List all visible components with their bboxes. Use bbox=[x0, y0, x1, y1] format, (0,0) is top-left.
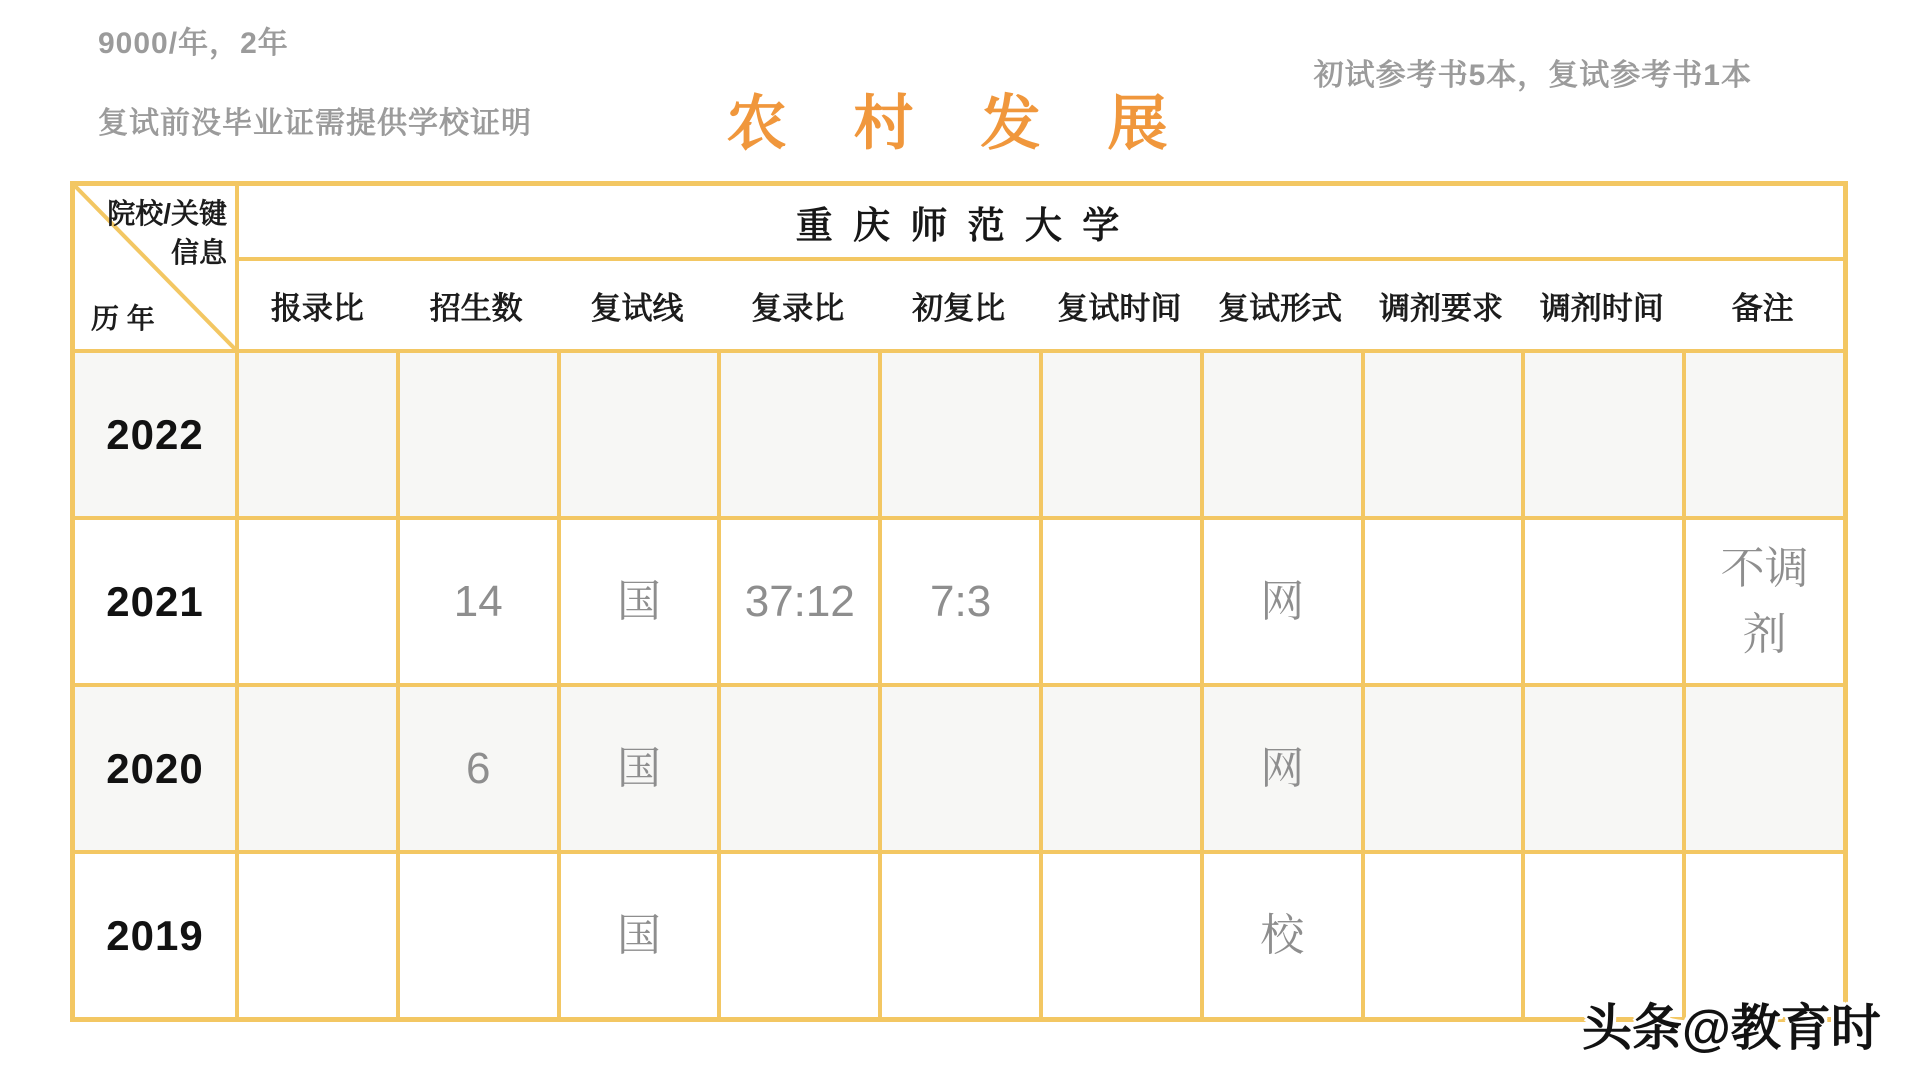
col-header: 复试线 bbox=[557, 257, 718, 349]
col-header: 备注 bbox=[1682, 257, 1843, 349]
table-cell bbox=[1361, 349, 1522, 516]
table-cell bbox=[1361, 850, 1522, 1017]
table-cell bbox=[235, 516, 396, 683]
table-cell bbox=[396, 850, 557, 1017]
table-cell bbox=[1200, 349, 1361, 516]
col-header: 报录比 bbox=[235, 257, 396, 349]
table-cell: 国 bbox=[557, 850, 718, 1017]
corner-label-line1: 院校/关键 bbox=[107, 198, 227, 229]
table-cell bbox=[1039, 349, 1200, 516]
table-cell: 校 bbox=[1200, 850, 1361, 1017]
tuition-note: 9000/年，2年 bbox=[98, 27, 289, 60]
corner-top-label bbox=[107, 194, 227, 272]
corner-header-cell bbox=[75, 186, 235, 349]
table-cell bbox=[878, 850, 1039, 1017]
table-cell: 37:12 bbox=[717, 516, 878, 683]
reference-books-note: 初试参考书5本，复试参考书1本 bbox=[1313, 59, 1752, 92]
table-cell bbox=[1682, 683, 1843, 850]
corner-bottom-label: 历 年 bbox=[91, 303, 155, 334]
page-title: 农 村 发 展 bbox=[726, 91, 1194, 157]
table-cell bbox=[1361, 683, 1522, 850]
table-cell bbox=[1361, 516, 1522, 683]
year-cell: 2022 bbox=[75, 349, 235, 516]
table-cell bbox=[1682, 349, 1843, 516]
col-header: 复试形式 bbox=[1200, 257, 1361, 349]
table-cell: 国 bbox=[557, 516, 718, 683]
table-cell bbox=[235, 349, 396, 516]
table-cell bbox=[1521, 683, 1682, 850]
table-cell: 6 bbox=[396, 683, 557, 850]
toutiao-watermark: 头条@教育时 bbox=[1582, 1000, 1881, 1056]
table-cell: 网 bbox=[1200, 683, 1361, 850]
table-cell bbox=[717, 683, 878, 850]
table-cell bbox=[235, 683, 396, 850]
col-header: 调剂时间 bbox=[1521, 257, 1682, 349]
table-cell: 7:3 bbox=[878, 516, 1039, 683]
table-cell bbox=[1039, 850, 1200, 1017]
university-name-header: 重 庆 师 范 大 学 bbox=[235, 186, 1843, 257]
table-cell bbox=[878, 683, 1039, 850]
certificate-note: 复试前没毕业证需提供学校证明 bbox=[98, 107, 532, 140]
table-cell bbox=[878, 349, 1039, 516]
col-header: 招生数 bbox=[396, 257, 557, 349]
table-cell bbox=[717, 349, 878, 516]
col-header: 调剂要求 bbox=[1361, 257, 1522, 349]
table-cell bbox=[717, 850, 878, 1017]
year-cell: 2020 bbox=[75, 683, 235, 850]
table-cell bbox=[1039, 516, 1200, 683]
year-cell: 2021 bbox=[75, 516, 235, 683]
year-cell: 2019 bbox=[75, 850, 235, 1017]
table-cell bbox=[557, 349, 718, 516]
table-cell: 不调剂 bbox=[1682, 516, 1843, 683]
table-cell bbox=[396, 349, 557, 516]
table-cell: 国 bbox=[557, 683, 718, 850]
table-cell bbox=[1521, 516, 1682, 683]
col-header: 初复比 bbox=[878, 257, 1039, 349]
admissions-history-table bbox=[70, 181, 1848, 1022]
table-cell bbox=[1039, 683, 1200, 850]
col-header: 复试时间 bbox=[1039, 257, 1200, 349]
corner-label-line2: 信息 bbox=[170, 237, 227, 269]
table-cell bbox=[235, 850, 396, 1017]
table-cell bbox=[1521, 349, 1682, 516]
table-cell: 网 bbox=[1200, 516, 1361, 683]
table-cell: 14 bbox=[396, 516, 557, 683]
col-header: 复录比 bbox=[717, 257, 878, 349]
